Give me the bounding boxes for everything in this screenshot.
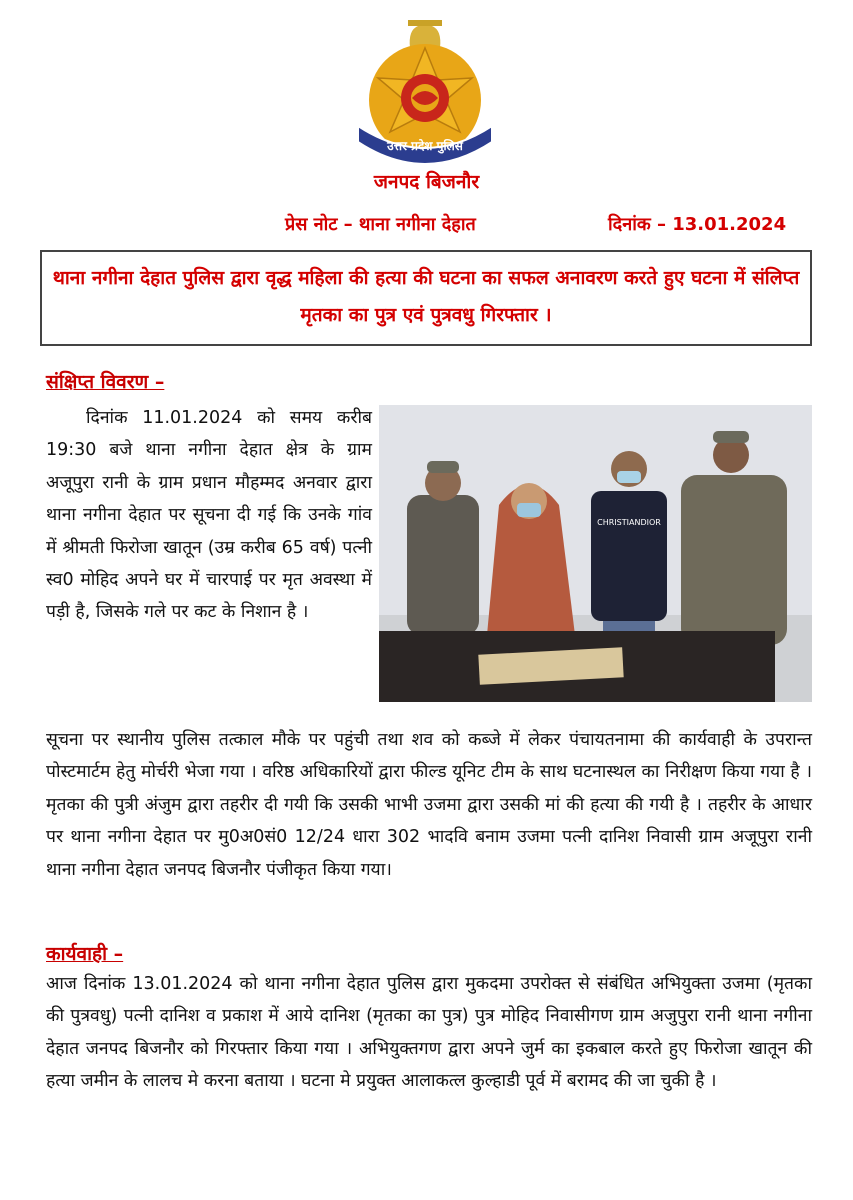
emblem-text: उत्तर प्रदेश पुलिस: [387, 139, 463, 153]
action-paragraph: आज दिनांक 13.01.2024 को थाना नगीना देहात पुलिस द्वारा मुकदमा उपरोक्त से संबंधित अभियुक्ता उजमा (मृतका की पुत्रवधु) पत्नी दानिश व प्रकाश में आये दानिश (मृतका का पुत्र) पुत्र मोहिद निवासीगण ग्राम अजुपुरा रानी थाना नगीना देहात जनपद बिजनौर को गिरफ्तार किया गया । अभियुक्तगण द्वारा अपने जुर्म का इकबाल करते हुए फिरोजा खातून की हत्या जमीन के लालच मे करना बताया । घटना मे प्रयुक्त आलाकत्ल कुल्हाडी पूर्व में बरामद की जा चुकी है ।: [46, 974, 812, 1092]
headline-box: [40, 250, 812, 346]
action-heading: कार्यवाही –: [46, 943, 124, 965]
district-title: जनपद बिजनौर: [373, 171, 480, 193]
arrest-photo: [379, 405, 812, 702]
headline-text: थाना नगीना देहात पुलिस द्वारा वृद्ध महिला की हत्या की घटना का सफल अनावरण करते हुए घटना में संलिप्त मृतका का पुत्र एवं पुत्रवधु गिरफ्तार ।: [52, 267, 800, 326]
up-police-emblem: [350, 18, 500, 168]
summary-heading: संक्षिप्त विवरण –: [46, 371, 165, 393]
shirt-print: CHRISTIANDIOR: [597, 518, 661, 527]
summary-paragraph-details: सूचना पर स्थानीय पुलिस तत्काल मौके पर पहुंची तथा शव को कब्जे में लेकर पंचायतनामा की कार्यवाही के उपरान्त पोस्टमार्टम हेतु मोर्चरी भेजा गया । वरिष्ठ अधिकारियों द्वारा फील्ड यूनिट टीम के साथ घटनास्थल का निरीक्षण किया गया है । मृतका की पुत्री अंजुम द्वारा तहरीर दी गयी कि उसकी भाभी उजमा द्वारा उसकी मां की हत्या की गयी है । तहरीर के आधार पर थाना नगीना देहात पर मु0अ0सं0 12/24 धारा 302 भादवि बनाम उजमा पत्नी दानिश निवासी ग्राम अजूपुरा रानी थाना नगीना देहात जनपद बिजनौर पंजीकृत किया गया।: [46, 730, 812, 880]
summary-paragraph-intro: दिनांक 11.01.2024 को समय करीब 19:30 बजे थाना नगीना देहात क्षेत्र के ग्राम अजूपुरा रानी के ग्राम प्रधान मौहम्मद अनवार द्वारा थाना नगीना देहात पर सूचना दी गई कि उनके गांव में श्रीमती फिरोजा खातून (उम्र करीब 65 वर्ष) पत्नी स्व0 मोहिद अपने घर में चारपाई पर मृत अवस्था में पड़ी है, जिसके गले पर कट के निशान है ।: [46, 408, 372, 623]
press-note-label: प्रेस नोट – थाना नगीना देहात: [285, 214, 476, 235]
press-note-date: दिनांक – 13.01.2024: [608, 214, 787, 235]
table: [379, 631, 775, 702]
